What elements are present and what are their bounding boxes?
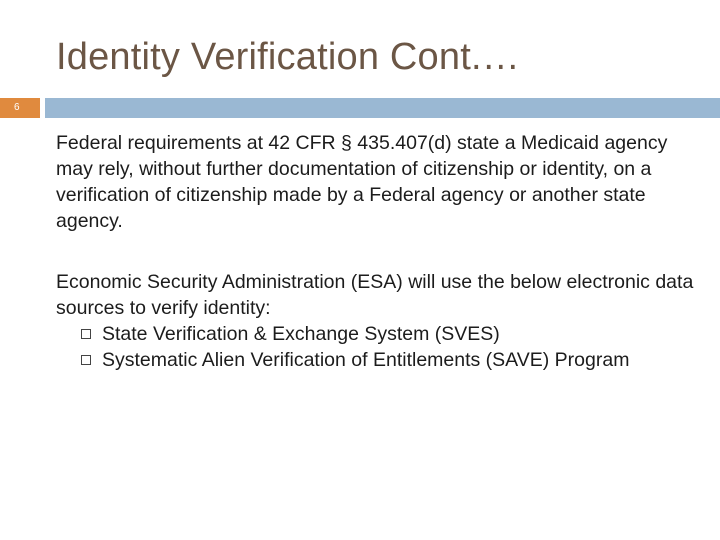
paragraph-federal-requirements: Federal requirements at 42 CFR § 435.407(d) state a Medicaid agency may rely, without further documentation of citizenship or identity, on a verification of citizenship made by a Federal agency or another state agency. [56,132,668,232]
list-item-label: Systematic Alien Verification of Entitlements (SAVE) Program [102,349,630,371]
slide-body [56,130,696,373]
hollow-square-bullet-icon [81,355,91,365]
hollow-square-bullet-icon [81,329,91,339]
list-item [56,347,696,373]
divider-strip [45,98,720,118]
slide-title: Identity Verification Cont.… [56,36,520,78]
paragraph-esa-sources [56,269,696,373]
data-sources-list [56,321,696,373]
slide-number: 6 [0,98,40,118]
list-item-label: State Verification & Exchange System (SVES) [102,323,500,345]
title-divider-bar [0,98,720,118]
list-item [56,321,696,347]
paragraph-esa-intro: Economic Security Administration (ESA) will use the below electronic data sources to verify identity: [56,271,694,319]
